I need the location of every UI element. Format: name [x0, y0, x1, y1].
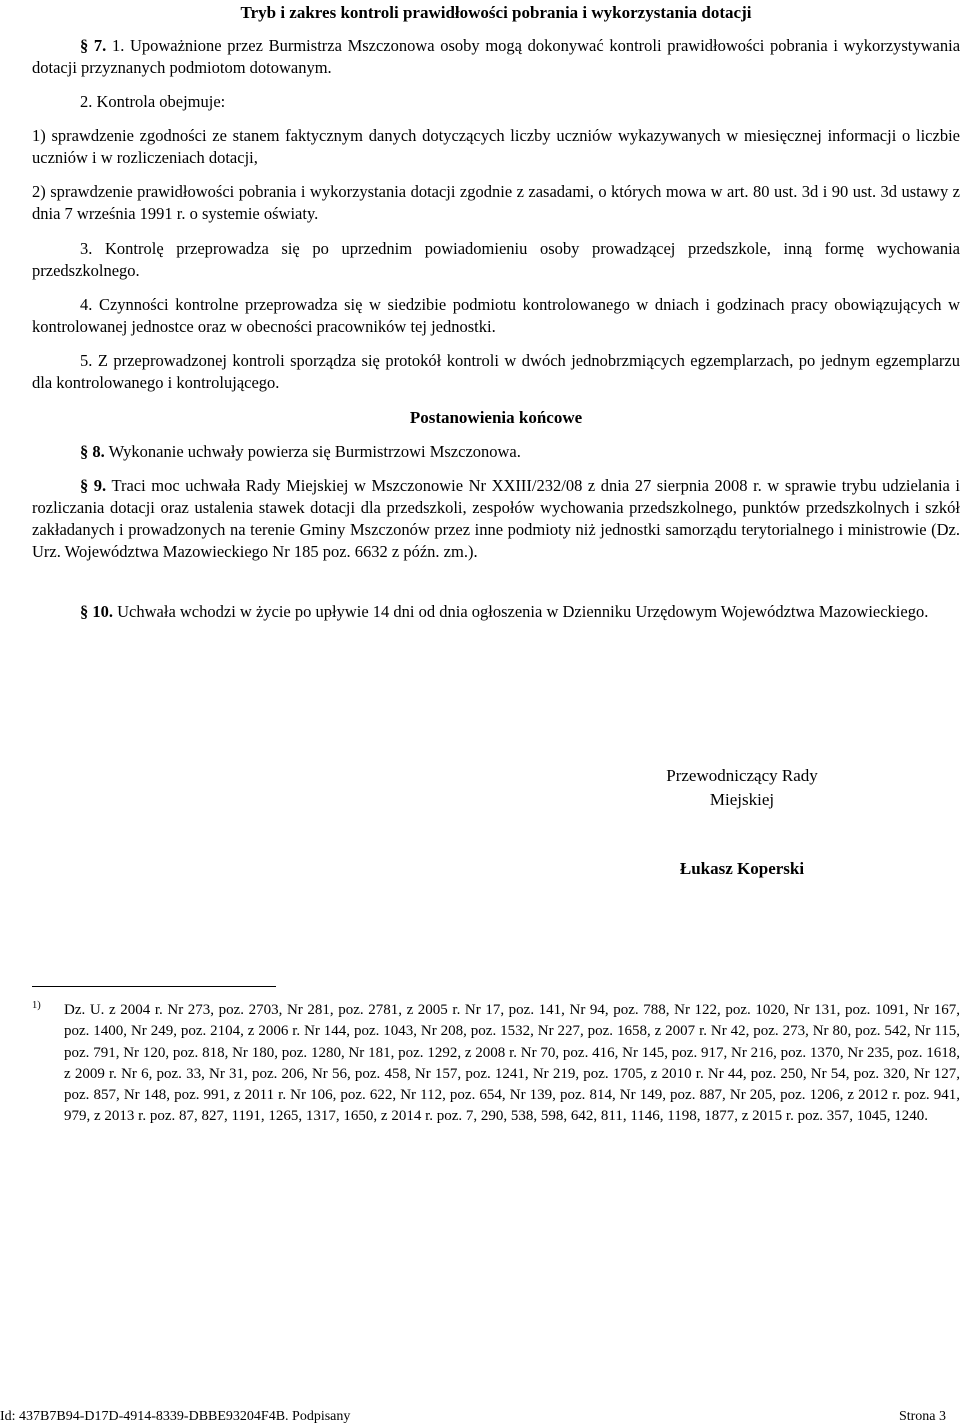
section-7-1-text: 1. Upoważnione przez Burmistrza Mszczonowa osoby mogą dokonywać kontroli prawidłowości pobrania i wykorzystywania dotacji przyznanych podmiotom dotowanym. [32, 36, 960, 77]
footnote [32, 1000, 960, 1128]
page-number-footer: Strona 3 [898, 1409, 946, 1424]
paragraph-7-4: 4. Czynności kontrolne przeprowadza się w siedzibie podmiotu kontrolowanego w dniach i godzinach pracy obowiązujących w kontrolowanej jednostce oraz w obecności pracowników tej jednostki. [32, 295, 960, 336]
paragraph-7-3: 3. Kontrolę przeprowadza się po uprzednim powiadomieniu osoby prowadzącej przedszkole, inną formę wychowania przedszkolnego. [32, 239, 960, 280]
paragraph-7-2-2: 2) sprawdzenie prawidłowości pobrania i wykorzystania dotacji zgodnie z zasadami, o których mowa w art. 80 ust. 3d i 90 ust. 3d ustawy z dnia 7 września 1991 r. o systemie oświaty. [32, 182, 960, 223]
footnote-mark: 1) [32, 1000, 41, 1011]
section-10-text: Uchwała wchodzi w życie po upływie 14 dni od dnia ogłoszenia w Dzienniku Urzędowym Województwa Mazowieckiego. [117, 602, 929, 621]
signature-role-line1: Przewodniczący Rady [666, 766, 818, 785]
section-number-7: § 7. [80, 36, 107, 55]
section-8-text: Wykonanie uchwały powierza się Burmistrzowi Mszczonowa. [108, 442, 521, 461]
section-number-9: § 9. [80, 476, 107, 495]
final-provisions-heading: Postanowienia końcowe [409, 408, 583, 427]
footnote-text: Dz. U. z 2004 r. Nr 273, poz. 2703, Nr 281, poz. 2781, z 2005 r. Nr 17, poz. 141, Nr 94, poz. 788, Nr 122, poz. 1020, Nr 131, poz. 1091, Nr 167, poz. 1400, Nr 249, poz. 2104, z 2006 r. Nr 144, poz. 1043, Nr 208, poz. 1532, Nr 227, poz. 1658, z 2007 r. Nr 42, poz. 273, Nr 80, poz. 542, Nr 115, poz. 791, Nr 120, poz. 818, Nr 180, poz. 1280, Nr 181, poz. 1292, z 2008 r. Nr 70, poz. 416, Nr 145, poz. 917, Nr 216, poz. 1370, Nr 235, poz. 1618, z 2009 r. Nr 6, poz. 33, Nr 31, poz. 206, Nr 56, poz. 458, Nr 157, poz. 1241, Nr 219, poz. 1705, z 2010 r. Nr 44, poz. 250, Nr 54, poz. 320, Nr 127, poz. 857, Nr 148, poz. 991, z 2011 r. Nr 106, poz. 622, Nr 112, poz. 654, Nr 139, poz. 814, Nr 149, poz. 887, Nr 205, poz. 1206, z 2012 r. poz. 941, 979, z 2013 r. poz. 87, 827, 1191, 1265, 1317, 1650, z 2014 r. poz. 7, 290, 538, 598, 642, 811, 1146, 1198, 1877, z 2015 r. poz. 357, 1045, 1240. [64, 1002, 960, 1125]
paragraph-7-1 [32, 35, 960, 79]
section-number-8: § 8. [80, 442, 105, 461]
paragraph-7-5: 5. Z przeprowadzonej kontroli sporządza się protokół kontroli w dwóch jednobrzmiących egzemplarzach, po jednym egzemplarzu dla kontrolowanego i kontrolującego. [32, 351, 960, 392]
paragraph-7-2-1: 1) sprawdzenie zgodności ze stanem faktycznym danych dotyczących liczby uczniów wykazywanych w miesięcznej informacji o liczbie uczniów i w rozliczeniach dotacji, [32, 126, 960, 167]
paragraph-7-2: 2. Kontrola obejmuje: [80, 92, 226, 111]
signature-role-line2: Miejskiej [709, 790, 775, 809]
document-page [32, 0, 960, 1428]
paragraph-8 [32, 441, 960, 463]
section-heading: Tryb i zakres kontroli prawidłowości pobrania i wykorzystania dotacji [240, 3, 752, 22]
footnote-divider [32, 986, 276, 987]
signature-name: Łukasz Koperski [679, 859, 805, 878]
document-id-footer: Id: 437B7B94-D17D-4914-8339-DBBE93204F4B. Podpisany [0, 1409, 351, 1424]
paragraph-9 [32, 475, 960, 563]
section-9-text: Traci moc uchwała Rady Miejskiej w Mszczonowie Nr XXIII/232/08 z dnia 27 sierpnia 2008 r. w sprawie trybu udzielania i rozliczania dotacji oraz ustalenia stawek dotacji dla przedszkoli, zespołów wychowania przedszkolnego, punktów przedszkolnych i szkół zakładanych i prowadzonych na terenie Gminy Mszczonów przez inne podmioty niż jednostki samorządu terytorialnego i ministrowie (Dz. Urz. Województwa Mazowieckiego Nr 185 poz. 6632 z późn. zm.). [32, 476, 960, 561]
section-number-10: § 10. [80, 602, 113, 621]
paragraph-10 [32, 601, 960, 623]
